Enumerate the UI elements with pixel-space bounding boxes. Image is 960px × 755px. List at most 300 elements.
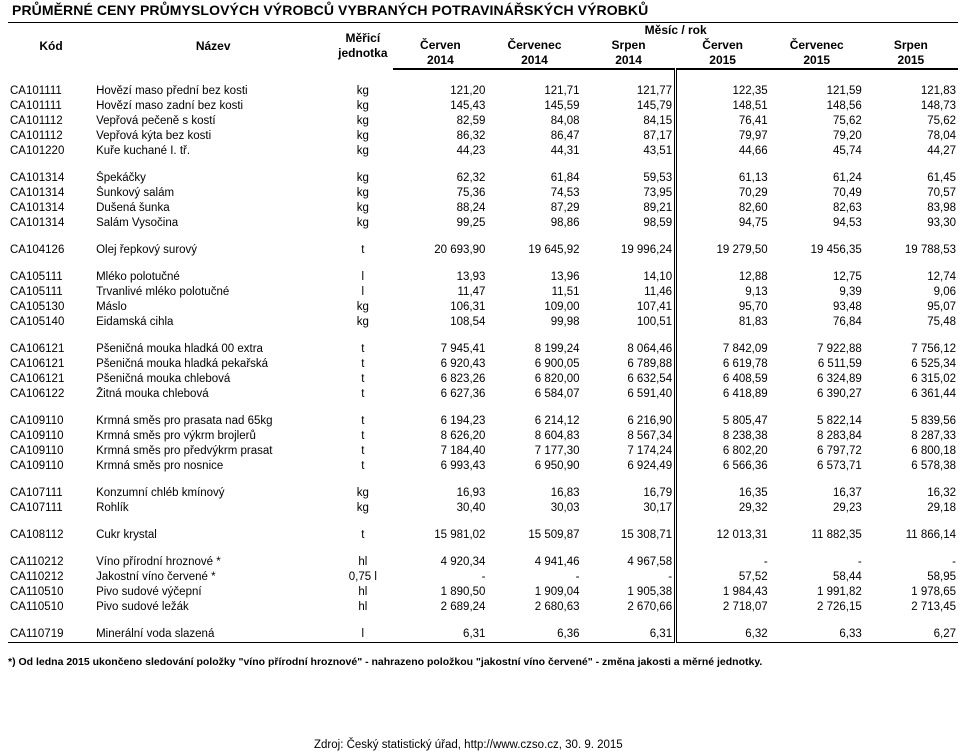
cell-code: CA101220	[10, 145, 65, 157]
cell-code: CA110212	[10, 571, 64, 583]
cell-value: 19 279,50	[716, 244, 768, 256]
cell-value: 74,53	[550, 187, 580, 199]
cell-value: 5 839,56	[911, 415, 956, 427]
spacer-cell	[676, 402, 770, 414]
cell-name: Pšeničná mouka chlebová	[96, 373, 231, 385]
table-row	[8, 501, 958, 516]
group-spacer	[8, 330, 958, 342]
cell-value: 8 064,46	[582, 342, 676, 357]
cell-value: 7 922,88	[816, 343, 862, 355]
cell-name: Minerální voda slazená	[94, 627, 332, 643]
spacer-cell	[676, 516, 770, 528]
cell-value: 145,43	[450, 100, 486, 112]
spacer-cell	[332, 330, 393, 342]
spacer-cell	[582, 474, 676, 486]
cell-unit: t	[361, 244, 365, 256]
spacer-cell	[676, 615, 770, 627]
table-row	[8, 570, 958, 585]
table-row	[8, 300, 958, 315]
cell-value: 15 981,02	[434, 529, 486, 541]
table-row	[8, 186, 958, 201]
spacer-cell	[332, 543, 393, 555]
cell-unit: kg	[356, 487, 369, 499]
cell-value: 6 578,38	[911, 460, 956, 472]
cell-code: CA105140	[10, 316, 65, 328]
cell-unit: kg	[356, 502, 369, 514]
spacer-cell	[864, 258, 958, 270]
cell-value: 89,21	[582, 201, 676, 216]
spacer-cell	[393, 402, 487, 414]
cell-value: 99,98	[550, 316, 580, 328]
cell-value: 29,32	[738, 502, 768, 514]
cell-value: 121,77	[582, 84, 676, 99]
header-year: 2014	[393, 53, 487, 69]
cell-value: 6 573,71	[816, 460, 862, 472]
table-row	[8, 429, 958, 444]
spacer-cell	[393, 69, 487, 84]
spacer-cell	[393, 516, 487, 528]
spacer-cell	[770, 258, 864, 270]
cell-value: 100,51	[582, 315, 676, 330]
cell-value: 6 361,44	[911, 388, 956, 400]
cell-name: Trvanlivé mléko polotučné	[96, 286, 230, 298]
cell-value: 4 941,46	[534, 556, 580, 568]
cell-value: 8 238,38	[722, 430, 768, 442]
cell-value: 121,59	[826, 85, 862, 97]
spacer-cell	[676, 231, 770, 243]
cell-value: 84,08	[550, 115, 580, 127]
cell-value: 109,00	[544, 301, 580, 313]
spacer-cell	[393, 543, 487, 555]
spacer-cell	[864, 402, 958, 414]
cell-name: Žitná mouka chlebová	[96, 388, 209, 400]
spacer-cell	[94, 474, 332, 486]
spacer-cell	[770, 615, 864, 627]
cell-value: 79,97	[738, 130, 768, 142]
cell-unit: kg	[356, 100, 369, 112]
cell-name: Kuře kuchané I. tř.	[96, 145, 191, 157]
spacer-cell	[487, 330, 581, 342]
cell-value: 11,47	[457, 286, 486, 298]
cell-unit: l	[361, 271, 365, 283]
cell-value: 13,93	[456, 271, 486, 283]
spacer-cell	[582, 543, 676, 555]
cell-value: 1 909,04	[534, 586, 580, 598]
cell-value: 8 604,83	[534, 430, 580, 442]
cell-name: Eidamská cihla	[96, 316, 174, 328]
cell-unit: kg	[356, 145, 369, 157]
spacer-cell	[864, 231, 958, 243]
table-body	[8, 69, 958, 643]
cell-name: Šunkový salám	[96, 187, 175, 199]
cell-value: 6 418,89	[722, 388, 768, 400]
spacer-cell	[94, 258, 332, 270]
cell-name: Mléko polotučné	[96, 271, 180, 283]
cell-name: Pivo sudové výčepní	[96, 586, 202, 598]
cell-unit: kg	[356, 187, 369, 199]
table-row	[8, 528, 958, 543]
spacer-cell	[487, 231, 581, 243]
spacer-cell	[8, 69, 94, 84]
header-name: Název	[94, 23, 332, 70]
table-row	[8, 486, 958, 501]
cell-value: -	[857, 556, 862, 568]
cell-code: CA107111	[10, 502, 63, 514]
cell-unit: hl	[358, 601, 368, 613]
spacer-cell	[676, 474, 770, 486]
cell-value: 6 566,36	[722, 460, 768, 472]
spacer-cell	[332, 474, 393, 486]
cell-unit: t	[361, 445, 365, 457]
cell-value: 79,20	[832, 130, 862, 142]
cell-value: 145,59	[544, 100, 580, 112]
group-spacer	[8, 231, 958, 243]
cell-value: 6 214,12	[534, 415, 580, 427]
cell-code: CA106122	[10, 388, 65, 400]
header-code: Kód	[8, 23, 94, 70]
cell-value: 45,74	[832, 145, 862, 157]
group-spacer	[8, 516, 958, 528]
table-row	[8, 627, 958, 643]
spacer-cell	[582, 69, 676, 84]
table-row	[8, 585, 958, 600]
cell-value: 6 802,20	[722, 445, 768, 457]
cell-value: 6,36	[487, 627, 581, 643]
spacer-cell	[8, 258, 94, 270]
cell-value: 2 726,15	[816, 601, 862, 613]
cell-value: 15 509,87	[528, 529, 580, 541]
cell-code: CA101111	[10, 85, 62, 97]
cell-value: 44,23	[456, 145, 486, 157]
cell-value: 6,27	[864, 627, 958, 643]
spacer-cell	[864, 516, 958, 528]
cell-value: 4 920,34	[440, 556, 486, 568]
spacer-cell	[8, 615, 94, 627]
cell-code: CA106121	[10, 358, 65, 370]
table-row	[8, 444, 958, 459]
cell-value: 7 842,09	[722, 343, 768, 355]
cell-value: 76,41	[738, 115, 768, 127]
cell-value: 6 900,05	[534, 358, 580, 370]
cell-value: 148,73	[920, 100, 956, 112]
cell-value: 12 013,31	[716, 529, 768, 541]
cell-value: 30,17	[582, 501, 676, 516]
table-row	[8, 99, 958, 114]
cell-value: 5 822,14	[816, 415, 862, 427]
cell-value: 1 905,38	[582, 585, 676, 600]
header-unit	[332, 23, 393, 70]
spacer-cell	[864, 615, 958, 627]
table-row	[8, 270, 958, 285]
cell-name: Máslo	[96, 301, 127, 313]
cell-code: CA101112	[10, 130, 63, 142]
cell-unit: l	[361, 286, 365, 298]
cell-value: 76,84	[832, 316, 862, 328]
cell-value: 59,53	[582, 171, 676, 186]
cell-unit: t	[361, 460, 365, 472]
cell-value: 19 996,24	[582, 243, 676, 258]
cell-code: CA109110	[10, 445, 64, 457]
spacer-cell	[582, 516, 676, 528]
spacer-cell	[94, 330, 332, 342]
table-row	[8, 84, 958, 99]
cell-value: 13,96	[550, 271, 580, 283]
cell-value: 6 800,18	[911, 445, 956, 457]
table-row	[8, 129, 958, 144]
table-row	[8, 171, 958, 186]
spacer-cell	[864, 543, 958, 555]
spacer-cell	[487, 69, 581, 84]
cell-value: 98,59	[582, 216, 676, 231]
cell-value: 6 194,23	[440, 415, 486, 427]
spacer-cell	[8, 159, 94, 171]
spacer-cell	[582, 615, 676, 627]
spacer-cell	[676, 159, 770, 171]
cell-value: 62,32	[456, 172, 486, 184]
header-month: Červenec	[507, 38, 562, 52]
cell-unit: kg	[356, 301, 369, 313]
cell-value: 6 950,90	[534, 460, 580, 472]
spacer-cell	[582, 159, 676, 171]
cell-value: 9,06	[933, 286, 956, 298]
cell-value: 6 924,49	[582, 459, 676, 474]
cell-value: 44,31	[550, 145, 580, 157]
cell-value: 6 315,02	[911, 373, 956, 385]
cell-value: 14,10	[582, 270, 676, 285]
spacer-cell	[770, 330, 864, 342]
cell-value: 4 967,58	[582, 555, 676, 570]
cell-value: 75,62	[927, 115, 956, 127]
spacer-cell	[864, 330, 958, 342]
cell-value: 7 945,41	[440, 343, 486, 355]
cell-value: -	[582, 570, 676, 585]
cell-value: 2 689,24	[440, 601, 486, 613]
cell-value: 16,79	[582, 486, 676, 501]
group-spacer	[8, 258, 958, 270]
cell-unit: t	[361, 529, 365, 541]
spacer-cell	[487, 474, 581, 486]
cell-name: Olej řepkový surový	[96, 244, 198, 256]
cell-value: 8 287,33	[911, 430, 956, 442]
cell-name: Cukr krystal	[96, 529, 157, 541]
cell-name: Hovězí maso přední bez kosti	[96, 85, 248, 97]
cell-code: CA107111	[10, 487, 63, 499]
spacer-cell	[487, 258, 581, 270]
cell-value: 84,15	[582, 114, 676, 129]
cell-value: 70,49	[832, 187, 862, 199]
page-title: PRŮMĚRNÉ CENY PRŮMYSLOVÝCH VÝROBCŮ VYBRANÝCH POTRAVINÁŘSKÝCH VÝROBKŮ	[12, 2, 649, 18]
cell-name: Pšeničná mouka hladká pekařská	[96, 358, 269, 370]
cell-value: 6 797,72	[816, 445, 862, 457]
cell-value: 106,31	[450, 301, 486, 313]
spacer-cell	[332, 69, 393, 84]
cell-value: -	[481, 571, 486, 583]
cell-value: 99,25	[456, 217, 486, 229]
cell-value: -	[575, 571, 580, 583]
cell-value: 8 283,84	[816, 430, 862, 442]
cell-value: 6,32	[676, 627, 770, 643]
spacer-cell	[582, 402, 676, 414]
cell-value: 8 199,24	[534, 343, 580, 355]
spacer-cell	[864, 474, 958, 486]
spacer-cell	[770, 402, 864, 414]
cell-value: 12,88	[738, 271, 768, 283]
cell-name: Krmná směs pro nosnice	[96, 460, 224, 472]
spacer-cell	[770, 231, 864, 243]
cell-value: 75,36	[456, 187, 486, 199]
cell-name: Vepřová kýta bez kosti	[96, 130, 212, 142]
cell-value: 20 693,90	[434, 244, 486, 256]
cell-value: 87,29	[550, 202, 580, 214]
cell-code: CA105111	[10, 271, 63, 283]
cell-value: 81,83	[738, 316, 768, 328]
cell-value: 1 978,65	[911, 586, 956, 598]
cell-code: CA110510	[10, 601, 64, 613]
cell-value: 108,54	[450, 316, 486, 328]
header-month-group: Měsíc / rok	[393, 23, 958, 39]
cell-code: CA101314	[10, 202, 65, 214]
spacer-cell	[770, 516, 864, 528]
cell-value: 82,63	[832, 202, 862, 214]
cell-value: 6 408,59	[722, 373, 768, 385]
spacer-cell	[393, 258, 487, 270]
cell-value: 8 626,20	[440, 430, 486, 442]
cell-value: 29,18	[927, 502, 956, 514]
header-year: 2015	[864, 53, 958, 69]
cell-value: 6 619,78	[722, 358, 768, 370]
cell-value: 145,79	[582, 99, 676, 114]
cell-value: 82,60	[738, 202, 768, 214]
source-note: Zdroj: Český statistický úřad, http://www.czso.cz, 30. 9. 2015	[314, 739, 623, 751]
cell-value: 93,30	[927, 217, 956, 229]
cell-value: 6 511,59	[817, 358, 862, 370]
cell-value: 12,75	[832, 271, 862, 283]
cell-value: 2 670,66	[582, 600, 676, 615]
cell-value: 16,37	[832, 487, 862, 499]
cell-value: 6,31	[393, 627, 487, 643]
group-spacer	[8, 159, 958, 171]
spacer-cell	[94, 516, 332, 528]
cell-unit: t	[361, 373, 365, 385]
spacer-cell	[676, 69, 770, 84]
spacer-cell	[487, 159, 581, 171]
cell-unit: t	[361, 430, 365, 442]
spacer-cell	[864, 159, 958, 171]
cell-name: Hovězí maso zadní bez kosti	[96, 100, 244, 112]
cell-value: 16,32	[927, 487, 956, 499]
spacer-cell	[332, 258, 393, 270]
header-year: 2015	[770, 53, 864, 69]
cell-name: Pšeničná mouka hladká 00 extra	[96, 343, 263, 355]
cell-value: 94,75	[738, 217, 768, 229]
cell-value: 8 567,34	[582, 429, 676, 444]
table-row	[8, 342, 958, 357]
spacer-cell	[487, 543, 581, 555]
cell-code: CA101314	[10, 217, 65, 229]
cell-unit: hl	[358, 586, 368, 598]
cell-value: 93,48	[832, 301, 862, 313]
footnote: *) Od ledna 2015 ukončeno sledování položky "víno přírodní hroznové" - nahrazeno položkou "jakostní víno červené" - změna jakosti a měrné jednotky.	[8, 656, 763, 668]
cell-unit: kg	[356, 115, 369, 127]
table-row	[8, 243, 958, 258]
cell-code: CA101111	[10, 100, 62, 112]
cell-value: 6 216,90	[582, 414, 676, 429]
spacer-cell	[393, 615, 487, 627]
spacer-cell	[676, 543, 770, 555]
cell-value: 61,45	[927, 172, 956, 184]
cell-value: 44,66	[738, 145, 768, 157]
table-row	[8, 357, 958, 372]
cell-value: 30,03	[550, 502, 580, 514]
cell-code: CA104126	[10, 244, 65, 256]
cell-value: 83,98	[927, 202, 956, 214]
cell-value: 7 177,30	[534, 445, 580, 457]
cell-value: 6 591,40	[582, 387, 676, 402]
cell-code: CA108112	[10, 529, 64, 541]
cell-value: 70,57	[927, 187, 956, 199]
cell-unit: t	[361, 358, 365, 370]
cell-value: 6 324,89	[816, 373, 862, 385]
cell-value: 121,83	[920, 85, 956, 97]
cell-value: 6,33	[770, 627, 864, 643]
cell-value: 6 823,26	[440, 373, 486, 385]
cell-value: 2 680,63	[534, 601, 580, 613]
table-row	[8, 114, 958, 129]
header-month: Červenec	[789, 38, 844, 52]
cell-code: CA110719	[8, 627, 94, 643]
cell-value: 148,56	[826, 100, 862, 112]
table-row	[8, 315, 958, 330]
group-spacer	[8, 69, 958, 84]
cell-value: 122,35	[732, 85, 768, 97]
header-month: Srpen	[893, 38, 928, 52]
spacer-cell	[393, 474, 487, 486]
cell-value: 44,27	[927, 145, 956, 157]
cell-unit: kg	[356, 217, 369, 229]
spacer-cell	[94, 615, 332, 627]
cell-value: -	[952, 556, 956, 568]
spacer-cell	[770, 474, 864, 486]
group-spacer	[8, 615, 958, 627]
spacer-cell	[770, 543, 864, 555]
spacer-cell	[864, 69, 958, 84]
cell-unit: hl	[358, 556, 368, 568]
cell-value: 88,24	[456, 202, 486, 214]
cell-value: 121,20	[450, 85, 486, 97]
header-unit-line2: jednotka	[338, 46, 388, 60]
cell-value: 61,24	[832, 172, 862, 184]
cell-value: 78,04	[927, 130, 956, 142]
cell-name: Krmná směs pro prasata nad 65kg	[96, 415, 273, 427]
cell-value: 6 584,07	[534, 388, 580, 400]
cell-value: -	[763, 556, 768, 568]
cell-code: CA110212	[10, 556, 64, 568]
table-row	[8, 459, 958, 474]
cell-code: CA105130	[10, 301, 65, 313]
spacer-cell	[94, 402, 332, 414]
cell-value: 6 993,43	[440, 460, 486, 472]
spacer-cell	[332, 516, 393, 528]
table-row	[8, 201, 958, 216]
spacer-cell	[94, 159, 332, 171]
cell-value: 19 456,35	[810, 244, 862, 256]
cell-value: 73,95	[582, 186, 676, 201]
cell-value: 19 645,92	[528, 244, 580, 256]
cell-value: 11,51	[551, 286, 580, 298]
cell-code: CA101314	[10, 187, 65, 199]
cell-value: 2 718,07	[722, 601, 768, 613]
cell-name: Pivo sudové ležák	[96, 601, 189, 613]
